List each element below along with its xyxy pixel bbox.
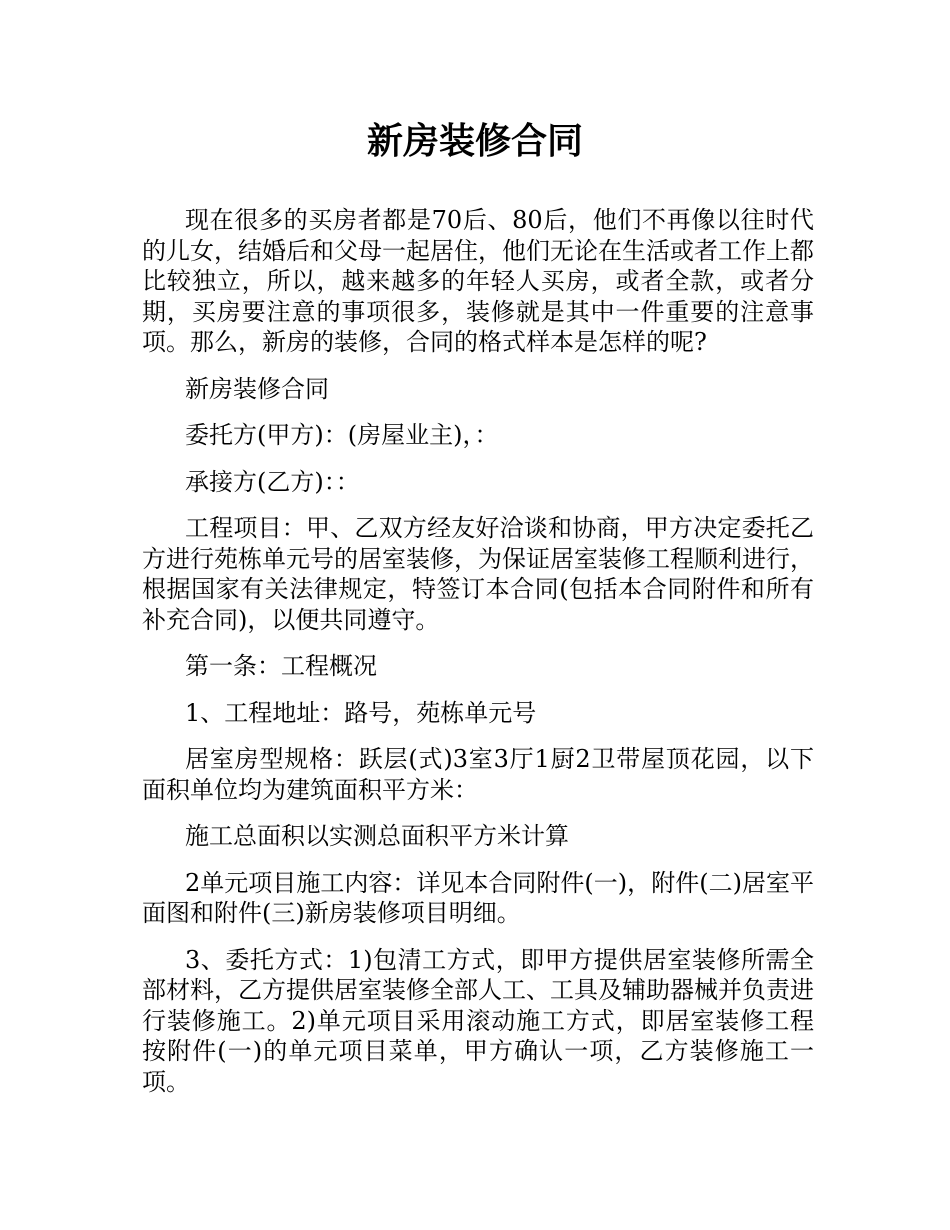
paragraph-area: 施工总面积以实测总面积平方米计算 [185,822,569,850]
paragraph-party-a: 委托方(甲方)：(房屋业主)，： [185,421,499,449]
paragraph-method: 3、委托方式：1)包清工方式，即甲方提供居室装修所需全部材料，乙方提供居室装修全部人工、工具及辅助器械并负责进行装修施工。2)单元项目采用滚动施工方式，即居室装修工程按附件(一)的单元项目菜单，甲方确认一项，乙方装修施工一项。 [142,945,814,1096]
paragraph-room-type: 居室房型规格：跃层(式)3室3厅1厨2卫带屋顶花园，以下面积单位均为建筑面积平方米： [142,745,814,804]
paragraph-project: 工程项目：甲、乙双方经友好洽谈和协商，甲方决定委托乙方进行苑栋单元号的居室装修，为保证居室装修工程顺利进行，根据国家有关法律规定，特签订本合同(包括本合同附件和所有补充合同)，以便共同遵守。 [142,514,814,634]
paragraph-party-b: 承接方(乙方)：： [185,467,360,496]
document-body [142,205,814,1113]
paragraph-article-1: 第一条：工程概况 [185,652,377,680]
paragraph-address: 1、工程地址：路号，苑栋单元号 [185,698,537,727]
document-title: 新房装修合同 [366,121,583,162]
paragraph-content: 2单元项目施工内容：详见本合同附件(一)，附件(二)居室平面图和附件(三)新房装修项目明细。 [142,868,814,927]
paragraph-intro: 现在很多的买房者都是70后、80后，他们不再像以往时代的儿女，结婚后和父母一起居住，他们无论在生活或者工作上都比较独立，所以，越来越多的年轻人买房，或者全款，或者分期，买房要注意的事项很多，装修就是其中一件重要的注意事项。那么，新房的装修，合同的格式样本是怎样的呢? [142,206,814,356]
paragraph-contract-heading: 新房装修合同 [185,374,329,403]
